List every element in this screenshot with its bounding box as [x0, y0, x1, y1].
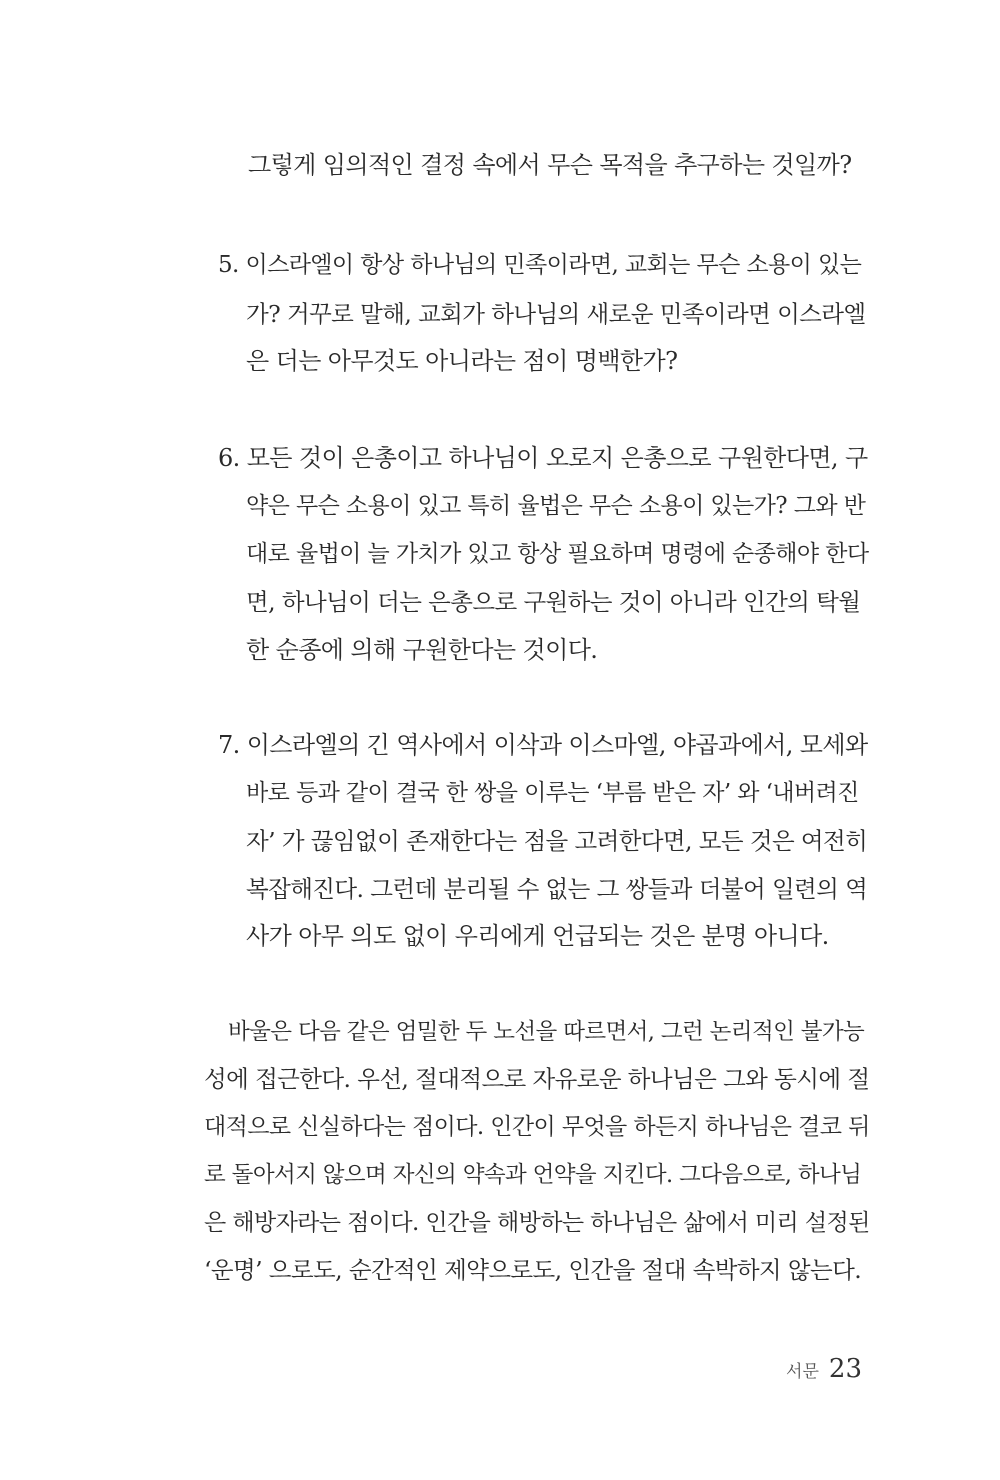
list-item-line: 7. 이스라엘의 긴 역사에서 이삭과 이스마엘, 야곱과에서, 모세와: [218, 731, 868, 759]
paragraph-line: 로 돌아서지 않으며 자신의 약속과 언약을 지킨다. 그다음으로, 하나님: [204, 1162, 862, 1188]
list-item-line: 약은 무슨 소용이 있고 특히 율법은 무슨 소용이 있는가? 그와 반: [246, 493, 866, 519]
list-item-line: 6. 모든 것이 은총이고 하나님이 오로지 은총으로 구원한다면, 구: [218, 444, 868, 472]
list-item-line: 자’ 가 끊임없이 존재한다는 점을 고려한다면, 모든 것은 여전히: [246, 827, 868, 855]
paragraph-line: ‘운명’ 으로도, 순간적인 제약으로도, 인간을 절대 속박하지 않는다.: [204, 1256, 862, 1284]
paragraph-line: 성에 접근한다. 우선, 절대적으로 자유로운 하나님은 그와 동시에 절: [204, 1065, 870, 1093]
intro-line: 그렇게 임의적인 결정 속에서 무슨 목적을 추구하는 것일까?: [248, 151, 852, 179]
list-item-line: 대로 율법이 늘 가치가 있고 항상 필요하며 명령에 순종해야 한다: [246, 541, 869, 567]
list-item-line: 바로 등과 같이 결국 한 쌍을 이루는 ‘부름 받은 자’ 와 ‘내버려진: [246, 780, 859, 806]
paragraph-line: 바울은 다음 같은 엄밀한 두 노선을 따르면서, 그런 논리적인 불가능: [228, 1019, 865, 1045]
list-item-line: 사가 아무 의도 없이 우리에게 언급되는 것은 분명 아니다.: [246, 922, 829, 950]
list-item-line: 복잡해진다. 그런데 분리될 수 없는 그 쌍들과 더불어 일련의 역: [246, 875, 868, 903]
list-item-line: 가? 거꾸로 말해, 교회가 하나님의 새로운 민족이라면 이스라엘: [246, 300, 866, 328]
section-label: 서문: [786, 1362, 819, 1382]
page-number: 23: [828, 1354, 862, 1384]
paragraph-line: 대적으로 신실하다는 점이다. 인간이 무엇을 하든지 하나님은 결코 뒤: [204, 1114, 870, 1140]
page-footer: [786, 1354, 862, 1384]
list-item-line: 한 순종에 의해 구원한다는 것이다.: [246, 636, 598, 664]
list-item-line: 은 더는 아무것도 아니라는 점이 명백한가?: [246, 347, 678, 375]
list-item-line: 면, 하나님이 더는 은총으로 구원하는 것이 아니라 인간의 탁월: [246, 588, 861, 616]
list-item-line: 5. 이스라엘이 항상 하나님의 민족이라면, 교회는 무슨 소용이 있는: [218, 252, 862, 278]
paragraph-line: 은 해방자라는 점이다. 인간을 해방하는 하나님은 삶에서 미리 설정된: [204, 1210, 870, 1236]
